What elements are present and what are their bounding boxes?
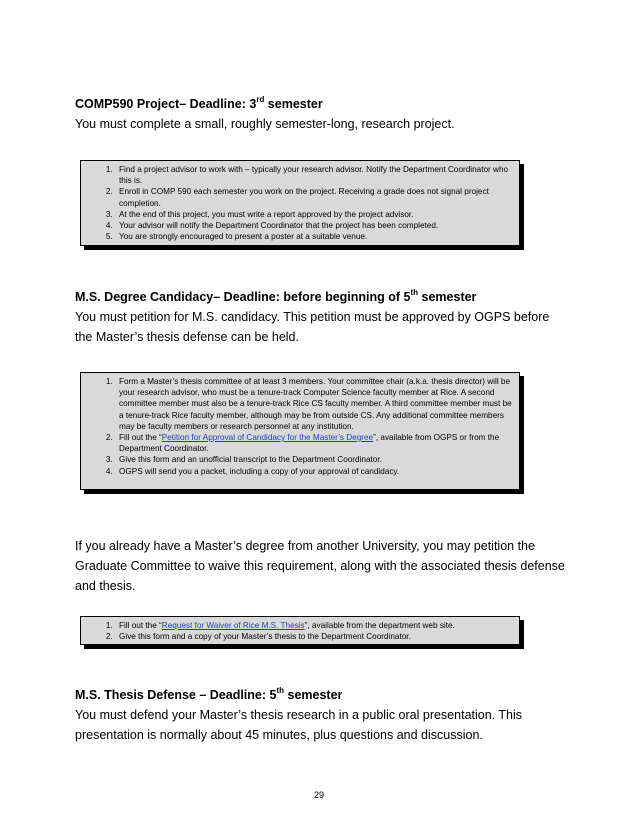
list-item: 2. Enroll in COMP 590 each semester you work on the project. Receiving a grade does not signal project completion.	[115, 186, 513, 208]
waiver-steps-list	[81, 620, 513, 642]
list-item: 2. Fill out the “Petition for Approval of Candidacy for the Master’s Degree”, available from OGPS or from the Department Coordinator.	[115, 432, 513, 454]
list-item: 2. Give this form and a copy of your Master’s thesis to the Department Coordinator.	[115, 631, 513, 642]
defense-heading: M.S. Thesis Defense – Deadline: 5th semester	[75, 686, 343, 702]
candidacy-petition-link[interactable]: Petition for Approval of Candidacy for the Master’s Degree	[161, 433, 374, 443]
list-item: 1. Find a project advisor to work with – typically your research advisor. Notify the Department Coordinator who this is.	[115, 164, 513, 186]
list-item: 1. Form a Master’s thesis committee of at least 3 members. Your committee chair (a.k.a. thesis director) will be your research advisor, who must be a tenure-track Computer Science faculty member at Rice. A second committee member must also be a tenure-track Rice CS faculty member. A third committee member must be a tenure-track Rice faculty member, although may be from outside CS. Any additional committee members may be faculty members or research personnel at any institution.	[115, 376, 513, 432]
candidacy-steps-box	[80, 372, 520, 490]
list-item: 4. Your advisor will notify the Department Coordinator that the project has been completed.	[115, 220, 513, 231]
defense-body: You must defend your Master’s thesis research in a public oral presentation. This presentation is normally about 45 minutes, plus questions and discussion.	[75, 708, 523, 742]
page-number: 29	[313, 790, 324, 800]
waiver-body: If you already have a Master’s degree from another University, you may petition the Graduate Committee to waive this requirement, along with the associated thesis defense and thesis.	[75, 539, 565, 593]
comp590-steps-box	[80, 160, 520, 246]
comp590-heading: COMP590 Project– Deadline: 3rd semester	[75, 95, 323, 111]
list-item: 1. Fill out the “Request for Waiver of Rice M.S. Thesis”, available from the department web site.	[115, 620, 513, 631]
comp590-steps-list	[81, 164, 513, 242]
candidacy-heading: M.S. Degree Candidacy– Deadline: before beginning of 5th semester	[75, 288, 477, 304]
list-item: 3. Give this form and an unofficial transcript to the Department Coordinator.	[115, 454, 513, 465]
waiver-request-link[interactable]: Request for Waiver of Rice M.S. Thesis	[161, 621, 305, 630]
comp590-body: You must complete a small, roughly semester-long, research project.	[75, 117, 455, 131]
list-item: 5. You are strongly encouraged to present a poster at a suitable venue.	[115, 231, 513, 242]
waiver-steps-box	[80, 616, 520, 645]
list-item: 4. OGPS will send you a packet, including a copy of your approval of candidacy.	[115, 466, 513, 477]
list-item: 3. At the end of this project, you must write a report approved by the project advisor.	[115, 209, 513, 220]
candidacy-steps-list	[81, 376, 513, 477]
candidacy-body: You must petition for M.S. candidacy. This petition must be approved by OGPS before the Master’s thesis defense can be held.	[75, 310, 550, 344]
